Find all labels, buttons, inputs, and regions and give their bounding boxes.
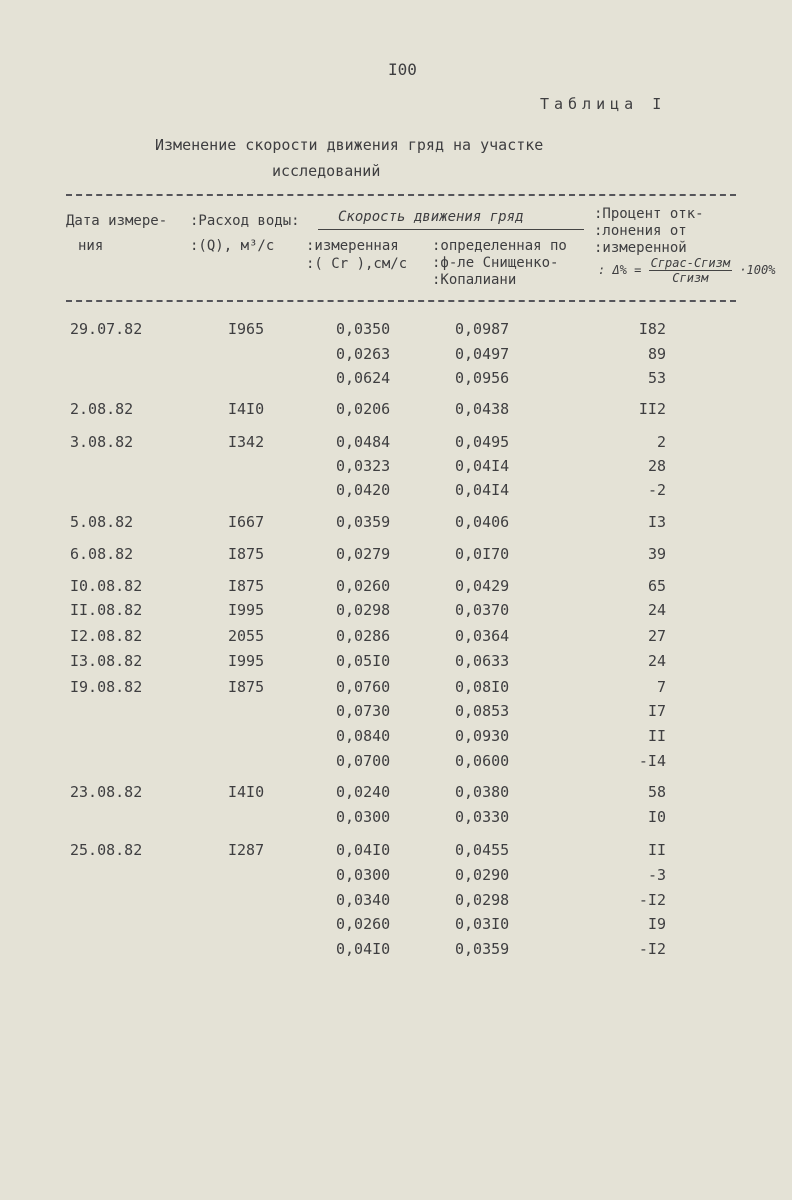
formula-denominator: Cгизм (672, 271, 709, 285)
table-title-line2: исследований (272, 162, 381, 180)
cell-pct: 65 (647, 577, 666, 595)
cell-calc: 0,0497 (455, 345, 510, 363)
cell-calc: 0,0429 (455, 577, 510, 595)
cell-pct: 39 (647, 545, 666, 563)
cell-calc: 0,0455 (455, 841, 510, 859)
header-determined-line2: :ф-ле Снищенко- (432, 255, 559, 271)
cell-date: I0.08.82 (70, 577, 143, 595)
cell-calc: 0,08I0 (455, 678, 510, 696)
cell-pct: II (647, 841, 666, 859)
cell-calc: 0,0600 (455, 752, 510, 770)
cell-measured: 0,0286 (336, 627, 391, 645)
cell-measured: 0,0323 (336, 457, 391, 475)
formula-suffix: ·100% (739, 263, 776, 277)
cell-q: 2055 (228, 627, 265, 645)
cell-pct: -3 (647, 866, 666, 884)
cell-measured: 0,0279 (336, 545, 391, 563)
cell-date: 3.08.82 (70, 433, 134, 451)
header-speed-group: Скорость движения гряд (338, 209, 524, 225)
cell-calc: 0,0330 (455, 808, 510, 826)
page-number: I00 (388, 60, 417, 79)
cell-measured: 0,04I0 (336, 940, 391, 958)
cell-measured: 0,0240 (336, 783, 391, 801)
header-date-line1: Дата измере- (66, 213, 168, 229)
cell-pct: 24 (647, 652, 666, 670)
cell-calc: 0,0438 (455, 400, 510, 418)
cell-q: I287 (228, 841, 265, 859)
cell-q: I667 (228, 513, 265, 531)
header-determined-line3: :Копалиани (432, 272, 517, 288)
cell-date: II.08.82 (70, 601, 143, 619)
cell-pct: II (647, 727, 666, 745)
cell-q: I4I0 (228, 783, 265, 801)
formula-numerator: Cграс-Cгизм (650, 256, 731, 270)
cell-pct: 58 (647, 783, 666, 801)
cell-date: 6.08.82 (70, 545, 134, 563)
cell-calc: 0,0I70 (455, 545, 510, 563)
header-top-rule (66, 194, 736, 196)
cell-date: 5.08.82 (70, 513, 134, 531)
cell-pct: -I2 (638, 891, 666, 909)
cell-pct: 24 (647, 601, 666, 619)
cell-measured: 0,0624 (336, 369, 391, 387)
cell-date: I3.08.82 (70, 652, 143, 670)
header-bottom-rule (66, 300, 736, 302)
table-title-line1: Изменение скорости движения гряд на участке (155, 136, 544, 154)
cell-measured: 0,0298 (336, 601, 391, 619)
cell-pct: 28 (647, 457, 666, 475)
cell-measured: 0,0350 (336, 320, 391, 338)
cell-calc: 0,0290 (455, 866, 510, 884)
cell-measured: 0,0300 (336, 808, 391, 826)
cell-calc: 0,0406 (455, 513, 510, 531)
cell-measured: 0,0359 (336, 513, 391, 531)
cell-calc: 0,0956 (455, 369, 510, 387)
cell-measured: 0,0760 (336, 678, 391, 696)
cell-measured: 0,0260 (336, 915, 391, 933)
header-percent-line1: :Процент отк- (594, 206, 704, 222)
cell-q: I4I0 (228, 400, 265, 418)
cell-q: I995 (228, 652, 265, 670)
cell-pct: I82 (638, 320, 666, 338)
cell-pct: -2 (647, 481, 666, 499)
cell-pct: -I4 (638, 752, 666, 770)
cell-date: 23.08.82 (70, 783, 143, 801)
formula-fraction (649, 256, 732, 285)
cell-measured: 0,0730 (336, 702, 391, 720)
cell-q: I342 (228, 433, 265, 451)
cell-q: I875 (228, 577, 265, 595)
cell-measured: 0,0206 (336, 400, 391, 418)
cell-calc: 0,04I4 (455, 481, 510, 499)
header-date-line2: ния (78, 238, 104, 254)
header-percent-line3: :измеренной (594, 240, 687, 256)
cell-pct: I3 (647, 513, 666, 531)
cell-pct: 53 (647, 369, 666, 387)
cell-date: 25.08.82 (70, 841, 143, 859)
cell-measured: 0,0420 (336, 481, 391, 499)
formula-prefix: : Δ% = (598, 263, 642, 277)
cell-calc: 0,0853 (455, 702, 510, 720)
cell-pct: -I2 (638, 940, 666, 958)
cell-calc: 0,0370 (455, 601, 510, 619)
header-measured-line1: :измеренная (306, 238, 399, 254)
cell-pct: 7 (656, 678, 666, 696)
header-group-underline (318, 229, 584, 230)
cell-calc: 0,04I4 (455, 457, 510, 475)
cell-date: 2.08.82 (70, 400, 134, 418)
cell-q: I995 (228, 601, 265, 619)
cell-date: I9.08.82 (70, 678, 143, 696)
cell-calc: 0,0633 (455, 652, 510, 670)
cell-measured: 0,0700 (336, 752, 391, 770)
header-flow-line1: :Расход воды: (190, 213, 300, 229)
cell-pct: 2 (656, 433, 666, 451)
cell-q: I875 (228, 545, 265, 563)
cell-calc: 0,0987 (455, 320, 510, 338)
cell-pct: II2 (638, 400, 666, 418)
deviation-formula (598, 256, 775, 285)
header-flow-line2: :(Q), м³/с (190, 238, 275, 254)
cell-pct: I0 (647, 808, 666, 826)
cell-measured: 0,0263 (336, 345, 391, 363)
cell-calc: 0,0359 (455, 940, 510, 958)
header-percent-line2: :лонения от (594, 223, 687, 239)
cell-measured: 0,0484 (336, 433, 391, 451)
cell-pct: 89 (647, 345, 666, 363)
header-measured-line2: :( Cr ),см/с (306, 256, 408, 272)
cell-calc: 0,03I0 (455, 915, 510, 933)
cell-measured: 0,0260 (336, 577, 391, 595)
cell-calc: 0,0364 (455, 627, 510, 645)
cell-date: I2.08.82 (70, 627, 143, 645)
cell-measured: 0,0340 (336, 891, 391, 909)
cell-calc: 0,0380 (455, 783, 510, 801)
cell-pct: I7 (647, 702, 666, 720)
cell-measured: 0,0840 (336, 727, 391, 745)
cell-measured: 0,0300 (336, 866, 391, 884)
table-label: Таблица I (540, 95, 667, 113)
cell-q: I875 (228, 678, 265, 696)
cell-calc: 0,0930 (455, 727, 510, 745)
header-determined-line1: :определенная по (432, 238, 567, 254)
cell-measured: 0,05I0 (336, 652, 391, 670)
cell-calc: 0,0495 (455, 433, 510, 451)
cell-date: 29.07.82 (70, 320, 143, 338)
cell-calc: 0,0298 (455, 891, 510, 909)
cell-measured: 0,04I0 (336, 841, 391, 859)
cell-pct: 27 (647, 627, 666, 645)
cell-pct: I9 (647, 915, 666, 933)
cell-q: I965 (228, 320, 265, 338)
